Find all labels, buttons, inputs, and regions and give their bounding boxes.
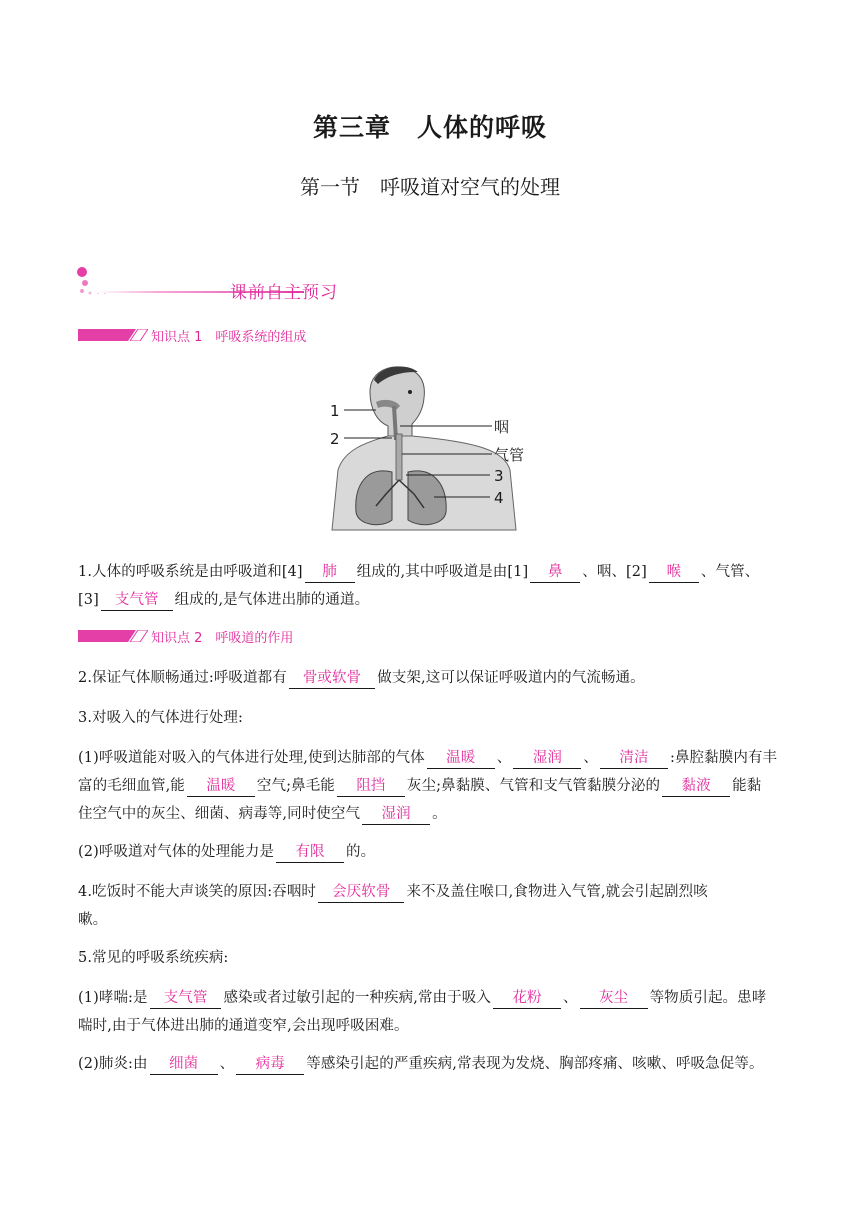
q3-text: 住空气中的灰尘、细菌、病毒等,同时使空气 — [78, 806, 361, 822]
chapter-title: 第三章 人体的呼吸 — [312, 113, 547, 142]
question-3-part-1 — [78, 744, 784, 828]
answer-blank: 黏液 — [662, 776, 730, 797]
knowledge-point-1 — [78, 325, 478, 347]
q3-text: 能黏 — [732, 778, 762, 794]
q3-text: :鼻腔黏膜内有丰 — [669, 750, 778, 766]
answer-blank: 病毒 — [236, 1054, 304, 1075]
section-title: 第一节 呼吸道对空气的处理 — [300, 175, 560, 199]
question-3-part-2 — [78, 838, 784, 866]
knowledge-point-tag-icon — [78, 329, 148, 341]
q3-text: (1)呼吸道能对吸入的气体进行处理,使到达肺部的气体 — [78, 750, 425, 766]
q3-text: 富的毛细血管,能 — [78, 778, 185, 794]
q3-text: 、 — [583, 750, 598, 766]
q4-text: 来不及盖住喉口,食物进入气管,就会引起剧烈咳 — [406, 884, 708, 900]
answer-blank: 湿润 — [362, 804, 430, 825]
knowledge-point-tag-icon — [78, 630, 148, 642]
q2-text: 2.保证气体顺畅通过:呼吸道都有 — [78, 670, 287, 686]
q1-text: 组成的,是气体进出肺的通道。 — [174, 592, 370, 608]
answer-blank: 支气管 — [150, 988, 222, 1009]
q5-text: 感染或者过敏引起的一种疾病,常由于吸入 — [223, 990, 491, 1006]
answer-blank: 骨或软骨 — [289, 668, 375, 689]
q5-text: 喘时,由于气体进出肺的通道变窄,会出现呼吸困难。 — [78, 1018, 409, 1034]
answer-blank: 有限 — [276, 842, 344, 863]
knowledge-point-label: 知识点 1 呼吸系统的组成 — [151, 330, 307, 345]
label-trachea: 气管 — [494, 446, 525, 464]
q1-text: 、气管、 — [700, 564, 760, 580]
q3-text: 灰尘;鼻黏膜、气管和支气管黏膜分泌的 — [406, 778, 661, 794]
question-5-intro: 5.常见的呼吸系统疾病: — [78, 950, 229, 966]
answer-blank: 灰尘 — [580, 988, 648, 1009]
answer-blank: 花粉 — [493, 988, 561, 1009]
answer-blank: 鼻 — [530, 562, 580, 583]
question-4 — [78, 878, 784, 934]
preview-section-header — [76, 262, 406, 302]
question-5-part-1 — [78, 984, 784, 1040]
q3-text: 、 — [496, 750, 512, 766]
q4-text: 嗽。 — [78, 912, 108, 928]
q1-text: [3] — [78, 592, 99, 608]
answer-blank: 阻挡 — [337, 776, 405, 797]
q5-text: 、 — [219, 1056, 235, 1072]
q3-text: 。 — [432, 806, 447, 822]
label-4: 4 — [494, 489, 504, 507]
q3-text: 空气;鼻毛能 — [256, 778, 335, 794]
question-5-part-2 — [78, 1050, 784, 1078]
label-2: 2 — [330, 430, 340, 448]
question-3-intro: 3.对吸入的气体进行处理: — [78, 710, 244, 726]
q5-text: (1)哮喘:是 — [78, 990, 148, 1006]
answer-blank: 湿润 — [513, 748, 581, 769]
q5-text: 等感染引起的严重疾病,常表现为发烧、胸部疼痛、咳嗽、呼吸急促等。 — [306, 1056, 764, 1072]
q4-text: 4.吃饭时不能大声谈笑的原因:吞咽时 — [78, 884, 317, 900]
label-pharynx: 咽 — [494, 418, 510, 436]
q1-text: 、咽、[2] — [582, 564, 647, 580]
respiratory-system-diagram — [326, 362, 536, 540]
answer-blank: 清洁 — [600, 748, 668, 769]
answer-blank: 会厌软骨 — [318, 882, 404, 903]
q3-text: 的。 — [346, 844, 376, 860]
q1-text: 组成的,其中呼吸道是由[1] — [356, 564, 529, 580]
answer-blank: 细菌 — [150, 1054, 218, 1075]
answer-blank: 支气管 — [101, 590, 173, 611]
answer-blank: 温暖 — [427, 748, 495, 769]
question-2 — [78, 664, 784, 692]
knowledge-point-2 — [78, 626, 478, 648]
q1-text: 1.人体的呼吸系统是由呼吸道和[4] — [78, 564, 303, 580]
knowledge-point-label: 知识点 2 呼吸道的作用 — [151, 631, 294, 646]
answer-blank: 肺 — [305, 562, 355, 583]
decorative-dots-icon — [76, 262, 116, 302]
q2-text: 做支架,这可以保证呼吸道内的气流畅通。 — [377, 670, 645, 686]
q5-text: (2)肺炎:由 — [78, 1056, 148, 1072]
preview-title: 课前自主预习 — [230, 283, 338, 303]
label-1: 1 — [330, 402, 340, 420]
q5-text: 等物质引起。患哮 — [649, 990, 767, 1006]
label-3: 3 — [494, 467, 504, 485]
q5-text: 、 — [562, 990, 578, 1006]
answer-blank: 喉 — [649, 562, 699, 583]
answer-blank: 温暖 — [187, 776, 255, 797]
q3-text: (2)呼吸道对气体的处理能力是 — [78, 844, 275, 860]
question-1 — [78, 558, 784, 614]
